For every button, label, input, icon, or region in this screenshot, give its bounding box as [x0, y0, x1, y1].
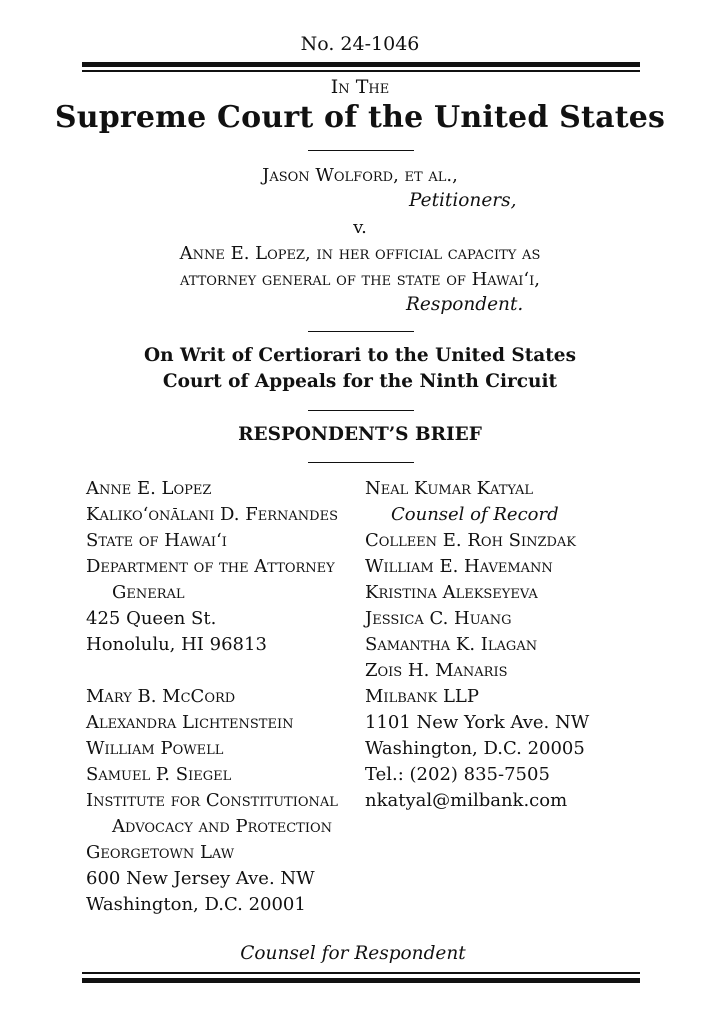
right-counsel-column	[365, 476, 589, 814]
office-name: State of Hawai‘i	[86, 530, 227, 551]
petitioner-role: Petitioners,	[409, 190, 517, 211]
versus: v.	[353, 217, 367, 238]
brief-title: RESPONDENT’S BRIEF	[238, 424, 482, 445]
counsel-name: Samantha K. Ilagan	[365, 634, 538, 655]
top-rule-thick	[82, 62, 640, 67]
counsel-name: Alexandra Lichtenstein	[86, 712, 294, 733]
office-name-continued: General	[112, 582, 185, 603]
firm-name: Milbank LLP	[365, 686, 479, 707]
counsel-of-record-label: Counsel of Record	[391, 504, 559, 525]
court-name: Supreme Court of the United States	[54, 100, 666, 135]
street-address: 425 Queen St.	[86, 608, 217, 629]
city-address: Washington, D.C. 20005	[365, 738, 585, 759]
email-address: nkatyal@milbank.com	[365, 790, 568, 811]
counsel-for-respondent: Counsel for Respondent	[240, 943, 466, 964]
telephone: Tel.: (202) 835-7505	[365, 764, 550, 785]
case-number: No. 24-1046	[300, 33, 420, 55]
spacer	[86, 658, 338, 684]
counsel-name: Mary B. McCord	[86, 686, 236, 707]
counsel-name: Zois H. Manaris	[365, 660, 508, 681]
bottom-rule-thin	[82, 972, 640, 974]
counsel-name: William Powell	[86, 738, 224, 759]
divider-1	[308, 150, 414, 151]
street-address: 1101 New York Ave. NW	[365, 712, 590, 733]
counsel-name: William E. Havemann	[365, 556, 553, 577]
counsel-name: Anne E. Lopez	[86, 478, 212, 499]
counsel-name: Kristina Alekseyeva	[365, 582, 538, 603]
counsel-name: Jessica C. Huang	[365, 608, 512, 629]
city-address: Honolulu, HI 96813	[86, 634, 267, 655]
respondent-line-2: attorney general of the state of Hawai‘i,	[180, 269, 540, 290]
divider-2	[308, 331, 414, 332]
city-address: Washington, D.C. 20001	[86, 894, 306, 915]
respondent-line-1: Anne E. Lopez, in her official capacity as	[179, 243, 541, 264]
divider-3	[308, 410, 414, 411]
institution-name: Georgetown Law	[86, 842, 235, 863]
institution-name: Institute for Constitutional	[86, 790, 338, 811]
bottom-rule-thick	[82, 978, 640, 983]
writ-line-1: On Writ of Certiorari to the United States	[143, 345, 576, 366]
top-rule-thin	[82, 70, 640, 72]
writ-line-2: Court of Appeals for the Ninth Circuit	[162, 371, 558, 392]
counsel-name: Kaliko‘onālani D. Fernandes	[86, 504, 338, 525]
divider-4	[308, 462, 414, 463]
institution-name-continued: Advocacy and Protection	[112, 816, 333, 837]
respondent-role: Respondent.	[406, 294, 524, 315]
counsel-name: Samuel P. Siegel	[86, 764, 232, 785]
office-name: Department of the Attorney	[86, 556, 335, 577]
counsel-of-record-name: Neal Kumar Katyal	[365, 478, 533, 499]
street-address: 600 New Jersey Ave. NW	[86, 868, 315, 889]
counsel-name: Colleen E. Roh Sinzdak	[365, 530, 577, 551]
in-the-heading: In The	[330, 76, 390, 98]
petitioner-name: Jason Wolford, et al.,	[262, 165, 458, 186]
left-counsel-column	[86, 476, 338, 918]
